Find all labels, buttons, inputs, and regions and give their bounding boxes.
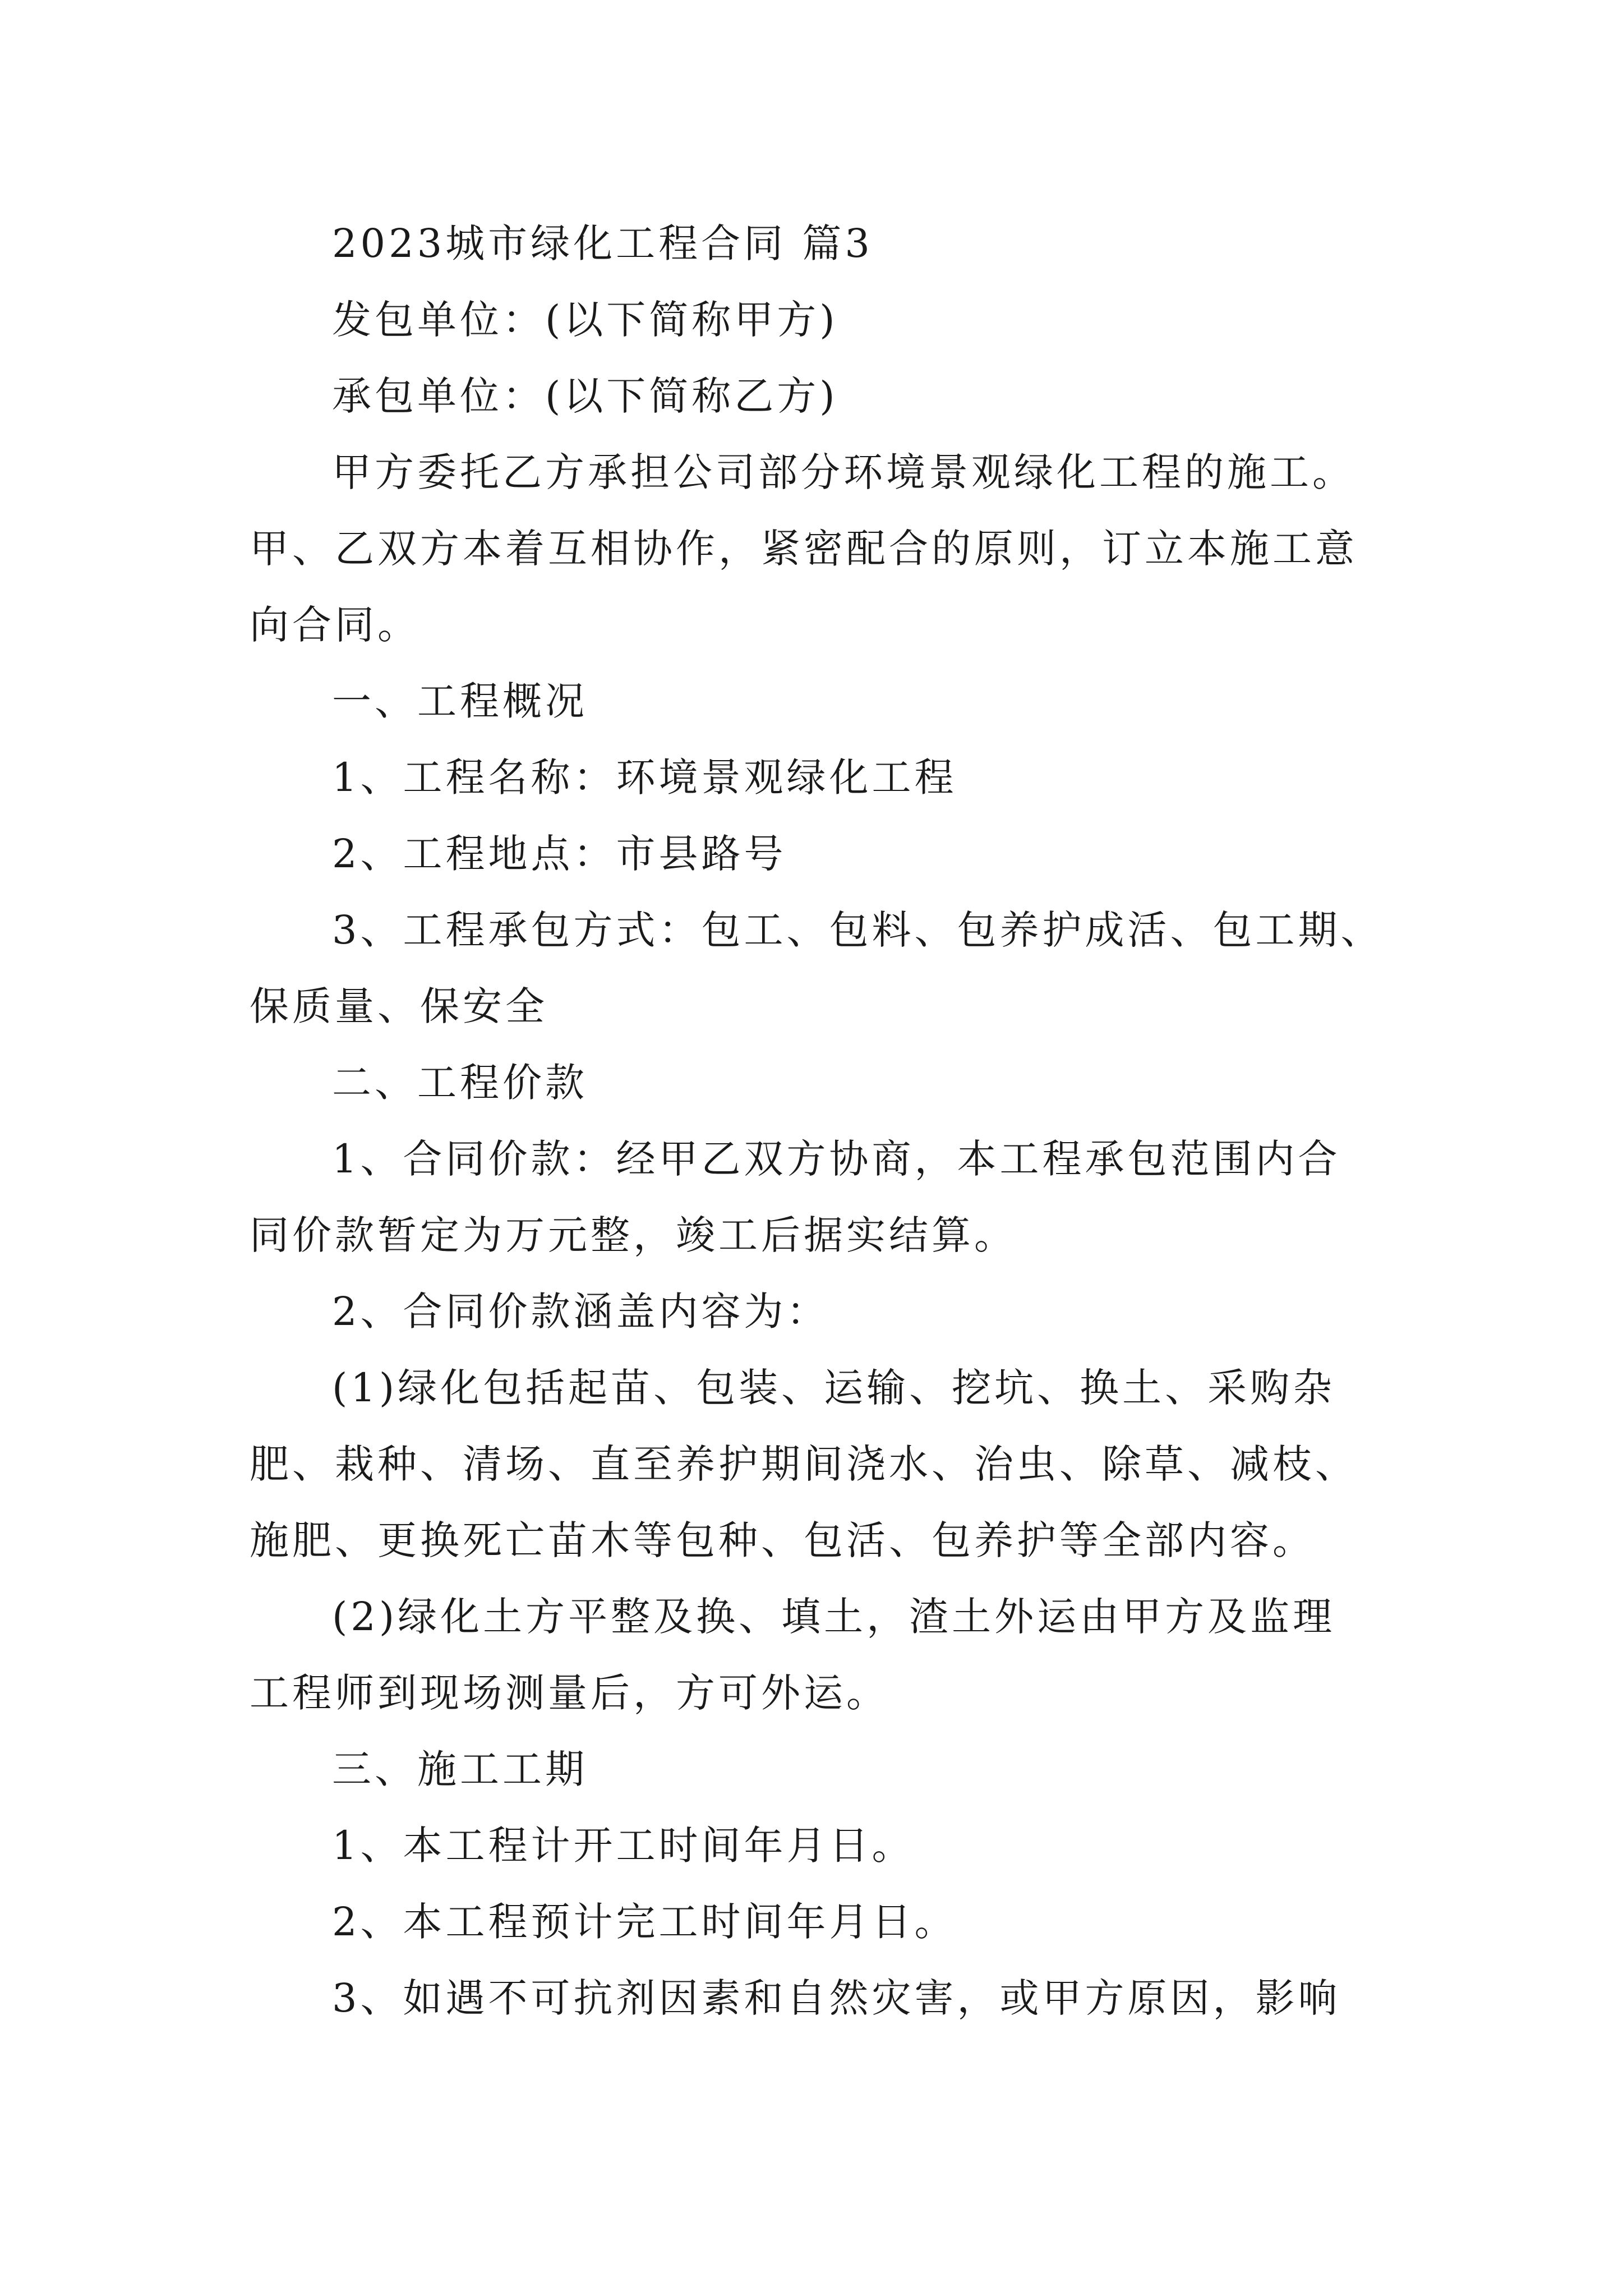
contractor-line: 承包单位：(以下简称乙方) bbox=[332, 373, 838, 419]
section-heading: 二、工程价款 bbox=[332, 1060, 588, 1106]
paragraph-line: 2、本工程预计完工时间年月日。 bbox=[332, 1899, 957, 1945]
paragraph-line: 1、工程名称：环境景观绿化工程 bbox=[332, 754, 957, 800]
paragraph-line: 1、合同价款：经甲乙双方协商，本工程承包范围内合 bbox=[332, 1136, 1341, 1182]
paragraph-line: 保质量、保安全 bbox=[250, 983, 548, 1029]
paragraph-line: 同价款暂定为万元整，竣工后据实结算。 bbox=[250, 1212, 1017, 1258]
paragraph-line: 2、工程地点：市县路号 bbox=[332, 831, 787, 877]
paragraph-line: 工程师到现场测量后，方可外运。 bbox=[250, 1670, 889, 1716]
section-heading: 一、工程概况 bbox=[332, 678, 588, 724]
paragraph-line: 甲方委托乙方承担公司部分环境景观绿化工程的施工。 bbox=[332, 449, 1355, 495]
paragraph-line: (1)绿化包括起苗、包装、运输、挖坑、换土、采购杂 bbox=[332, 1365, 1336, 1411]
paragraph-line: (2)绿化土方平整及换、填土，渣土外运由甲方及监理 bbox=[332, 1594, 1336, 1640]
paragraph-line: 向合同。 bbox=[250, 602, 420, 648]
paragraph-line: 施肥、更换死亡苗木等包种、包活、包养护等全部内容。 bbox=[250, 1517, 1315, 1563]
paragraph-line: 1、本工程计开工时间年月日。 bbox=[332, 1823, 915, 1869]
section-heading: 三、施工工期 bbox=[332, 1746, 588, 1792]
paragraph-line: 肥、栽种、清场、直至养护期间浇水、治虫、除草、减枝、 bbox=[250, 1441, 1358, 1487]
paragraph-line: 3、如遇不可抗剂因素和自然灾害，或甲方原因，影响 bbox=[332, 1975, 1341, 2021]
document-title: 2023城市绿化工程合同 篇3 bbox=[332, 220, 873, 266]
employer-line: 发包单位：(以下简称甲方) bbox=[332, 297, 838, 343]
paragraph-line: 甲、乙双方本着互相协作，紧密配合的原则，订立本施工意 bbox=[250, 526, 1358, 572]
paragraph-line: 2、合同价款涵盖内容为： bbox=[332, 1289, 829, 1335]
paragraph-line: 3、工程承包方式：包工、包料、包养护成活、包工期、 bbox=[332, 907, 1384, 953]
